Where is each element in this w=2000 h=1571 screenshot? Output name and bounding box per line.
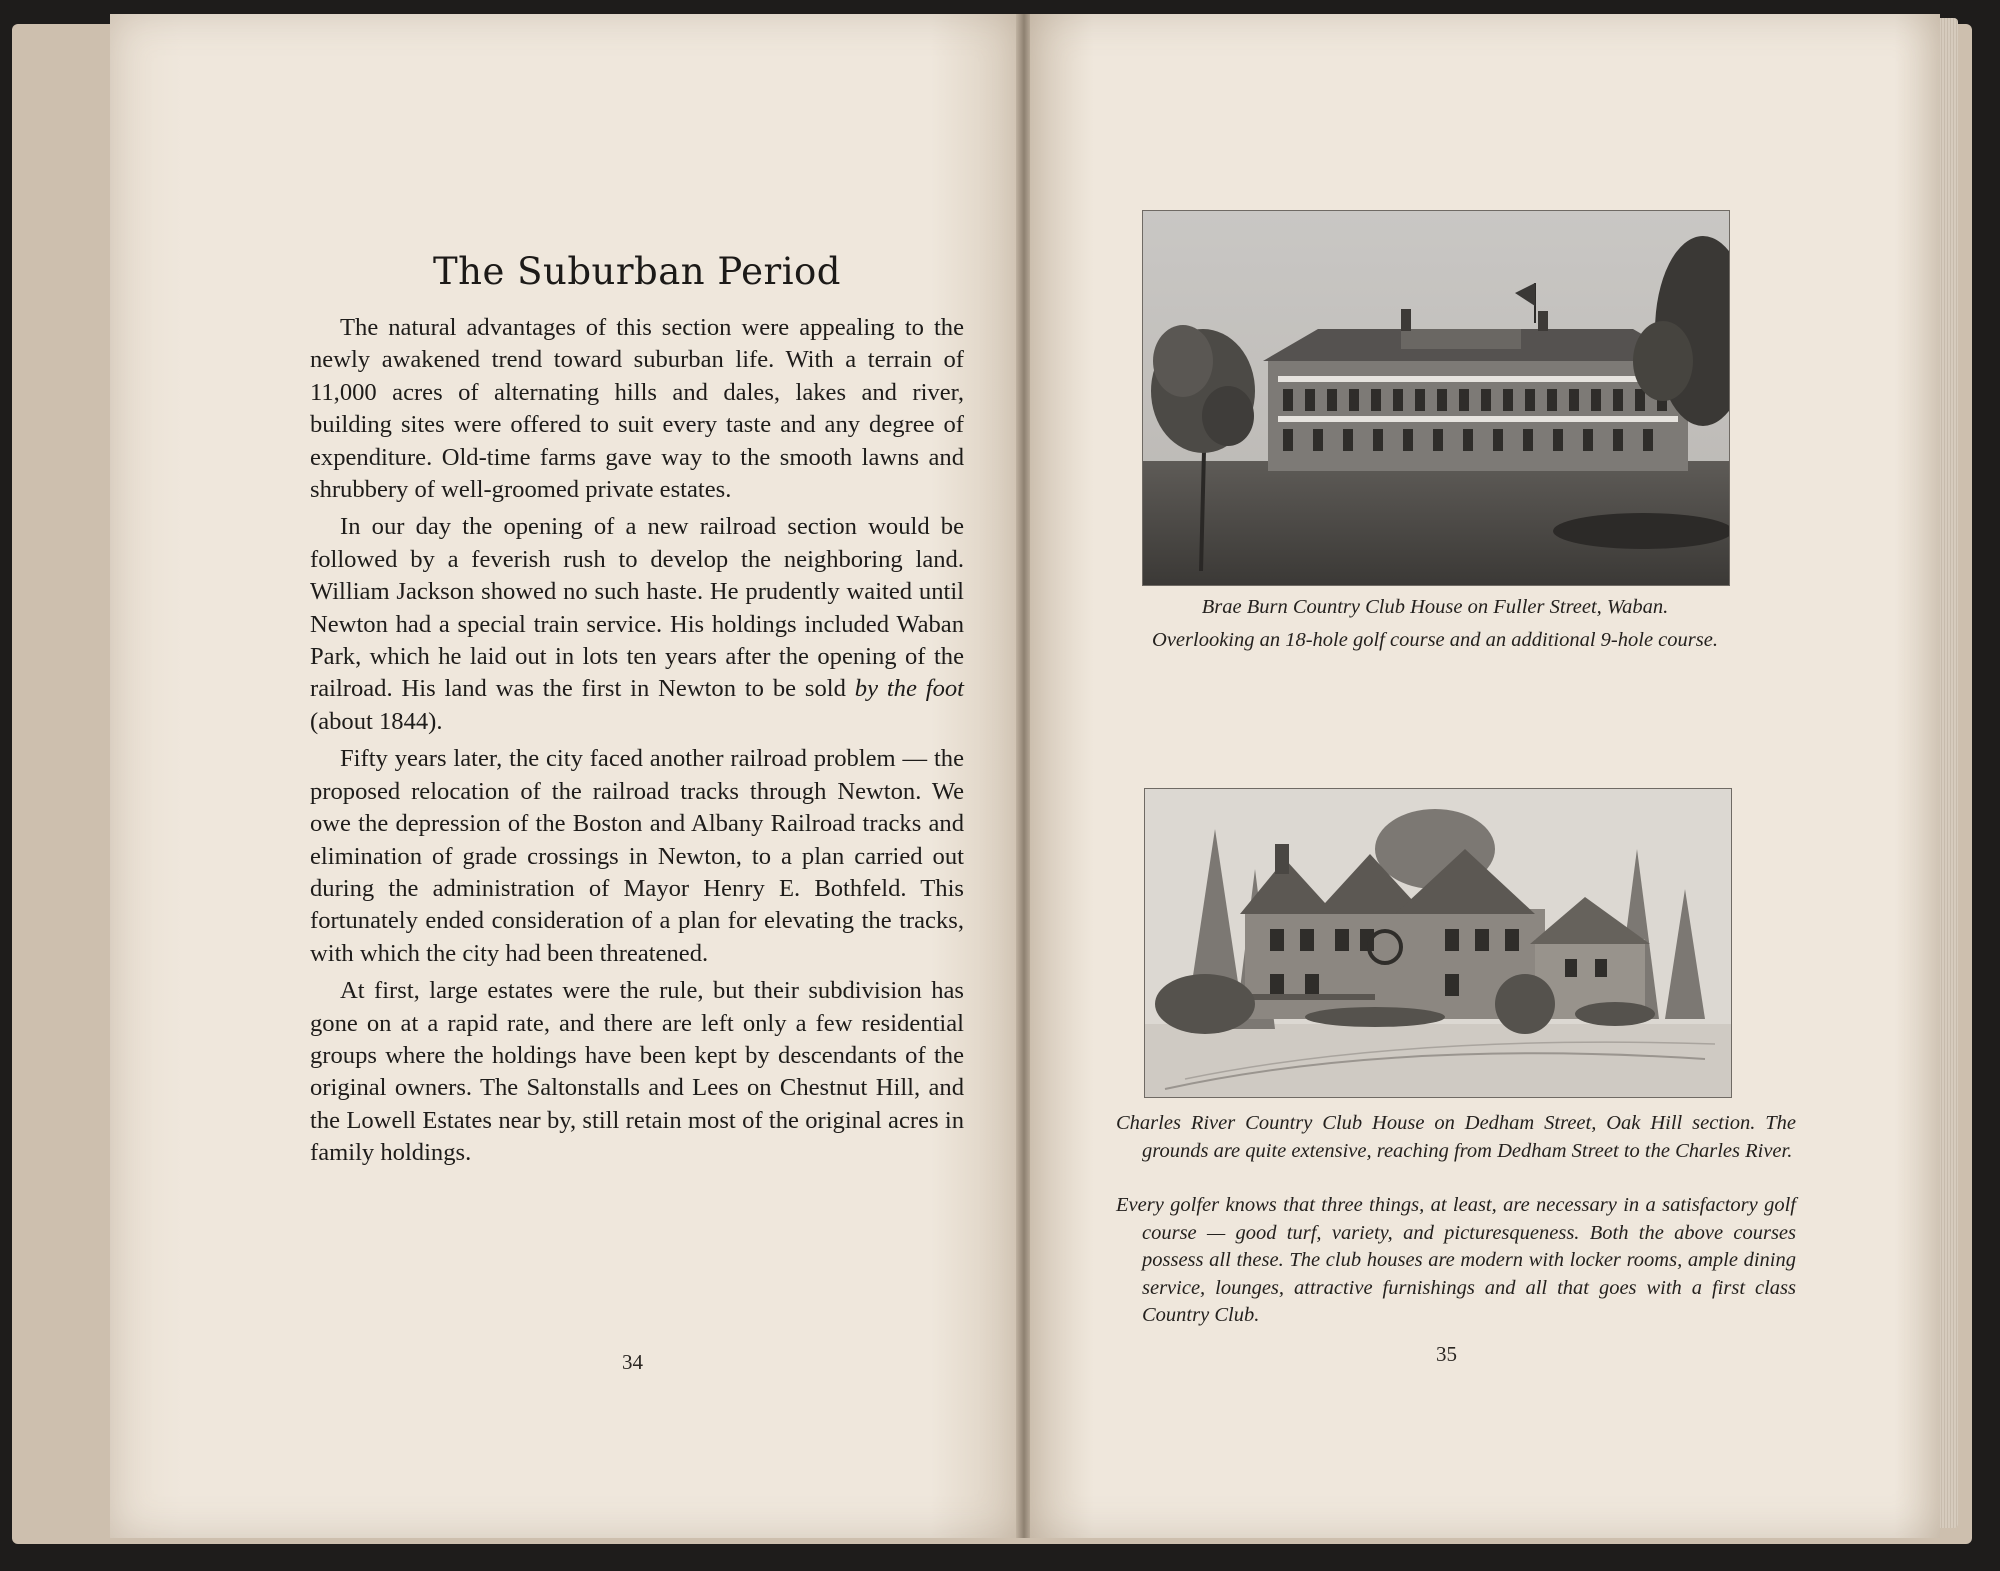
page-title: The Suburban Period (433, 250, 841, 293)
paragraph-2 (310, 511, 964, 738)
paragraph-2-italic: by the foot (854, 675, 964, 703)
page-number-right: 35 (1436, 1342, 1457, 1366)
paragraph-3: Fifty years later, the city faced another railroad problem — the proposed relocation of the railroad tracks through Newton. We owe the depression of the Boston and Albany Railroad tracks and elimination of grade crossings in Newton, to a plan carried out during the administration of Mayor Henry E. Bothfeld. This fortunately ended consideration of a plan for elevating the tracks, with which the city had been threatened. (310, 745, 964, 967)
brae-burn-caption: Brae Burn Country Club House on Fuller Street, Waban. (1201, 596, 1669, 618)
page-number-left: 34 (622, 1350, 643, 1374)
paragraph-2-text-a: In our day the opening of a new railroad section would be followed by a feverish rush to develop the neighboring land. William Jackson showed no such haste. He prudently waited until Newton had a special train service. His holdings included Waban Park, which he laid out in lots ten years after the opening of the railroad. His land was the first in Newton to be sold (310, 513, 964, 703)
brae-burn-caption-detail: Overlooking an 18-hole golf course and an additional 9-hole course. (1152, 629, 1718, 651)
clubhouse-photo-illustration (1143, 211, 1729, 585)
body-text (310, 312, 964, 1175)
charles-river-photo (1144, 788, 1732, 1098)
brae-burn-photo (1142, 210, 1730, 586)
golf-course-note: Every golfer knows that three things, at least, are necessary in a satisfactory golf course — good turf, variety, and picturesqueness. Both the above courses possess all these. The club houses are modern with locker rooms, ample dining service, lounges, attractive furnishings and all that goes with a first class Country Club. (1116, 1194, 1796, 1326)
paragraph-1: The natural advantages of this section were appealing to the newly awakened trend toward suburban life. With a terrain of 11,000 acres of alternating hills and dales, lakes and river, building sites were offered to suit every taste and any degree of expenditure. Old-time farms gave way to the smooth lawns and shrubbery of well-groomed private estates. (310, 314, 964, 504)
charles-river-caption: Charles River Country Club House on Dedham Street, Oak Hill section. The grounds are quite extensive, reaching from Dedham Street to the Charles River. (1116, 1112, 1796, 1162)
clubhouse-sketch-illustration (1145, 789, 1731, 1097)
paragraph-4: At first, large estates were the rule, but their subdivision has gone on at a rapid rate, and there are left only a few residential groups where the holdings have been kept by descendants of the original owners. The Saltonstalls and Lees on Chestnut Hill, and the Lowell Estates near by, still retain most of the original acres in family holdings. (310, 977, 964, 1167)
paragraph-2-text-b: (about 1844). (310, 707, 443, 735)
